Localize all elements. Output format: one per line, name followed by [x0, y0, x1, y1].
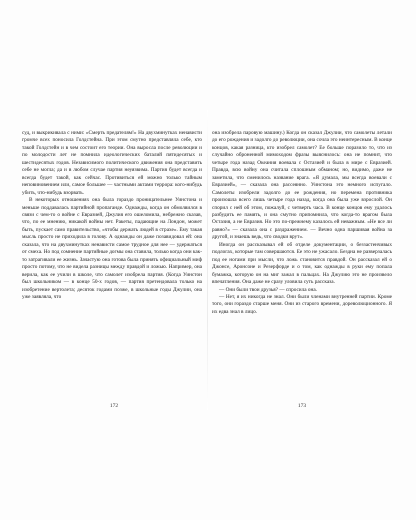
left-page: [22, 130, 202, 301]
paragraph: — Нет, я их никогда не знал. Они были членами внутренней партии. Кроме того, они гораздо старше меня. Они из старого времени, дореволюционного. Я их едва знал в лицо.: [212, 293, 392, 315]
right-page: [212, 130, 392, 316]
paragraph: — Они были твои друзья? — спросила она.: [219, 286, 318, 293]
right-page-text: [212, 130, 392, 316]
paragraph: она изобрела паровую машину.) Когда он сказал Джулии, что самолеты летали до его рождения и задолго до революции, она сочла это неинтересным. В конце концов, какая разница, кто изобрел самолет? Ее больше поразило то, что из случайно оброненной мимоходом фразы выяснилось: она не помнит, что четыре года назад Океания воевала с Остазией и была в мире с Евразией. Правда, всю войну она считала сплошным обманом; но, видимо, даже не заметила, что сменилось название врага. «Я думала, мы всегда воевали с Евразией», — сказала она рассеянно. Уинстона это немного испугало. Самолеты изобрели задолго до ее рождения, но перемена противника произошла всего лишь четыре года назад, когда она была уже взрослой. Он спорил с ней об этом, пожалуй, с четверть часа. В конце концов ему удалось разбудить ее память, и она смутно припомнила, что когда-то врагом была Остазия, а не Евразия. Но это по-прежнему казалось ей неважным. «Не все ли равно?» — сказала она с раздражением. — Вечно одна паршивая война за другой, и знаешь ведь, что сводки врут».: [212, 130, 392, 241]
page-number-left: 172: [109, 403, 119, 409]
left-page-text: [22, 130, 202, 301]
book-gutter: [207, 110, 208, 410]
paragraph: суд, и выкрикивала с ними: «Смерть предателям!» На двухминутках ненависти громче всех поносила Голдстейна. При этом смутно представляла себе, кто такой Голдстейн и в чем состоит его теории. Она выросла после революции и по молодости лет не помнила идеологических баталий пятидесятых и шестидесятых годов. Независимого политического движения она представить себе не могла; да и в любом случае партия неуязвима. Партия будет всегда и всегда будет такой, как сейчас. Противиться ей можно только тайным неповиновением или, самое большее — частными актами террора: кого-нибудь убить, что-нибудь взорвать.: [22, 130, 202, 196]
page-number-right: 173: [297, 403, 307, 409]
paragraph: В некоторых отношениях она была гораздо проницательнее Уинстона и меньше поддавалась партийной пропаганде. Однажды, когда он обмолвился в связи с чем-то о войне с Евразией, Джулия его ошеломила, небрежно сказав, что, по ее мнению, никакой войны нет. Ракеты, падающие на Лондон, может быть, пускает само правительство, «чтобы держать людей в страхе». Ему такая мысль просто не приходила в голову. А однажды он даже позавидовал ей: она сказала, что на двухминутках ненависти самое трудное для нее — удержаться от смеха. Но под сомнение партийные догмы она ставила, только когда они как-то затрагивали ее жизнь. Зачастую она готова была принять официальный миф просто потому, что не видела разницы между правдой и ложью. Например, она верила, как ее учили в школе, что самолет изобрела партия. (Когда Уинстон был школьником — в конце 50-х годов, — партия претендовала только на изобретение вертолета; десяток годами позже, в школьные годы Джулии, она уже заявляла, что: [22, 197, 202, 300]
paragraph: Иногда он рассказывал ей об отделе документации, о беззастенчивых подлогах, которые там совершаются. Ее это не ужасало. Бездна не разверзалась под ее ногами при мысли, что ложь становится правдой. Он рассказал ей о Джонсе, Аронсоне и Резерфорде и о том, как однажды в руки ему попала бумажка, которую он на миг зажал в пальцах. На Джулию это не произвело впечатления. Она даже не сразу уловила суть рассказа.: [212, 241, 392, 286]
